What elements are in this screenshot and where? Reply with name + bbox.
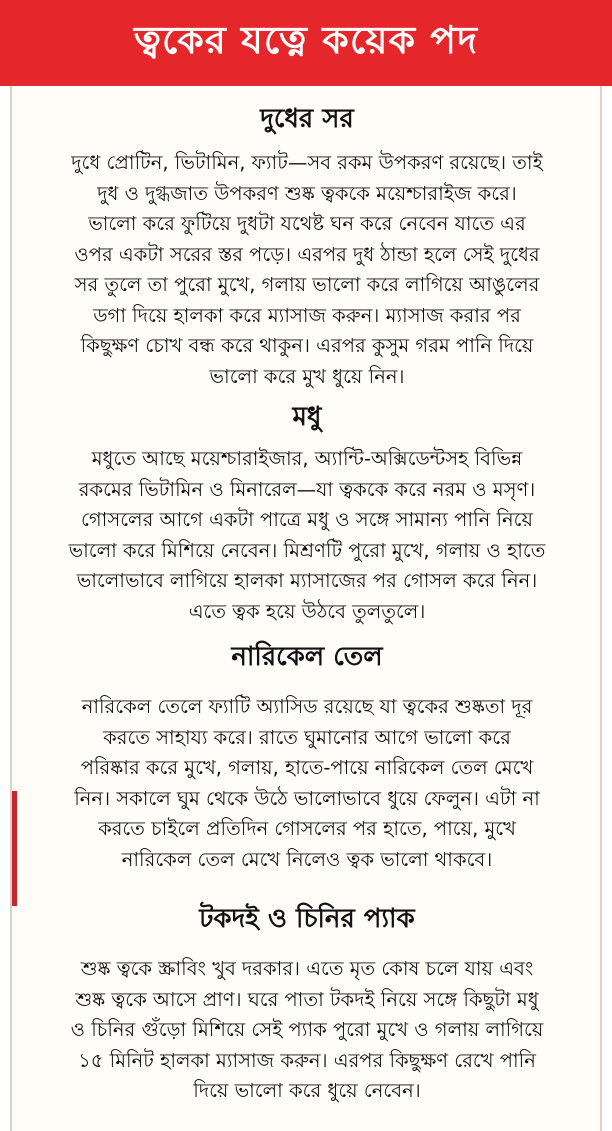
paragraph-line: কিছুক্ষণ চোখ বন্ধ করে থাকুন। এরপর কুসুম গরম পানি দিয়ে: [80, 334, 534, 357]
edge-color-strip: [12, 791, 17, 906]
section-paragraph: [26, 954, 588, 1107]
paragraph-line: নিন। সকালে ঘুম থেকে উঠে ভালোভাবে ধুয়ে ফেলুন। এটা না: [74, 786, 540, 810]
section-heading: মধু: [292, 402, 322, 432]
paragraph-line: রকমের ভিটামিন ও মিনারেল—যা ত্বককে করে নরম ও মসৃণ।: [78, 477, 536, 501]
paragraph-line: দিয়ে ভালো করে ধুয়ে নেবেন।: [193, 1079, 421, 1102]
section-heading: নারিকেল তেল: [231, 642, 383, 672]
section-heading: টকদই ও চিনির প্যাক: [199, 904, 415, 934]
paragraph-line: নারিকেল তেলে ফ্যাটি অ্যাসিড রয়েছে যা ত্বকের শুষ্কতা দূর: [81, 695, 533, 718]
paragraph-line: গোসলের আগে একটা পাত্রে মধু ও সঙ্গে সামান্য পানি নিয়ে: [80, 508, 533, 531]
section-paragraph: [26, 444, 588, 627]
paragraph-line: ওপর একটা সরের স্তর পড়ে। এরপর দুধ ঠান্ডা হলে সেই দুধের: [74, 242, 540, 266]
section-paragraph: [26, 148, 588, 392]
paragraph-line: নারিকেল তেল মেখে নিলেও ত্বক ভালো থাকবে।: [121, 847, 493, 871]
paragraph-line: ভালো করে মুখ ধুয়ে নিন।: [209, 364, 405, 388]
title-banner: [0, 0, 612, 86]
article-body: [10, 86, 602, 1131]
paragraph-line: শুষ্ক ত্বকে আসে প্রাণ। ঘরে পাতা টকদই নিয়ে সঙ্গে কিছুটা মধু: [75, 987, 539, 1011]
paragraph-line: করতে সাহায্য করে। রাতে ঘুমানোর আগে ভালো করে: [103, 725, 511, 749]
paragraph-line: পরিষ্কার করে মুখে, গলায়, হাতে-পায়ে নারিকেল তেল মেখে: [80, 756, 534, 779]
section-heading: দুধের সর: [260, 104, 354, 134]
paragraph-line: ও চিনির গুঁড়ো মিশিয়ে সেই প্যাক পুরো মুখে ও গলায় লাগিয়ে: [70, 1018, 544, 1041]
section-honey: [26, 400, 588, 627]
paragraph-line: ১৫ মিনিট হালকা ম্যাসাজ করুন। এরপর কিছুক্ষণ রেখে পানি: [78, 1048, 536, 1072]
paragraph-line: ডগা দিয়ে হালকা করে ম্যাসাজ করুন। ম্যাসাজ করার পর: [93, 303, 521, 327]
section-paragraph: [26, 692, 588, 875]
paragraph-line: ভালো করে ফুটিয়ে দুধটা যথেষ্ট ঘন করে নেবেন যাতে এর: [88, 212, 526, 235]
section-coconut-oil: [26, 640, 588, 875]
paragraph-line: সর তুলে তা পুরো মুখে, গলায় ভালো করে লাগিয়ে আঙুলের: [74, 273, 540, 296]
paragraph-line: ভালোভাবে লাগিয়ে হালকা ম্যাসাজের পর গোসল করে নিন।: [76, 569, 538, 592]
paragraph-line: এতে ত্বক হয়ে উঠবে তুলতুলে।: [188, 599, 426, 623]
paragraph-line: ভালো করে মিশিয়ে নেবেন। মিশ্রণটি পুরো মুখে, গলায় ও হাতে: [68, 538, 546, 562]
section-yogurt-sugar-pack: [26, 902, 588, 1107]
paragraph-line: দুধ ও দুগ্ধজাত উপকরণ শুষ্ক ত্বককে ময়েশ্চারাইজ করে।: [97, 181, 517, 205]
paragraph-line: করতে চাইলে প্রতিদিন গোসলের পর হাতে, পায়ে, মুখে: [98, 817, 516, 840]
paragraph-line: দুধে প্রোটিন, ভিটামিন, ফ্যাট—সব রকম উপকরণ রয়েছে। তাই: [71, 151, 543, 174]
section-milk-cream: [26, 102, 588, 392]
paragraph-line: মধুতে আছে ময়েশ্চারাইজার, অ্যান্টি-অক্সিডেন্টসহ বিভিন্ন: [91, 447, 523, 470]
paragraph-line: শুষ্ক ত্বকে স্ক্রাবিং খুব দরকার। এতে মৃত কোষ চলে যায় এবং: [80, 957, 534, 980]
page-title: ত্বকের যত্নে কয়েক পদ: [133, 18, 479, 62]
